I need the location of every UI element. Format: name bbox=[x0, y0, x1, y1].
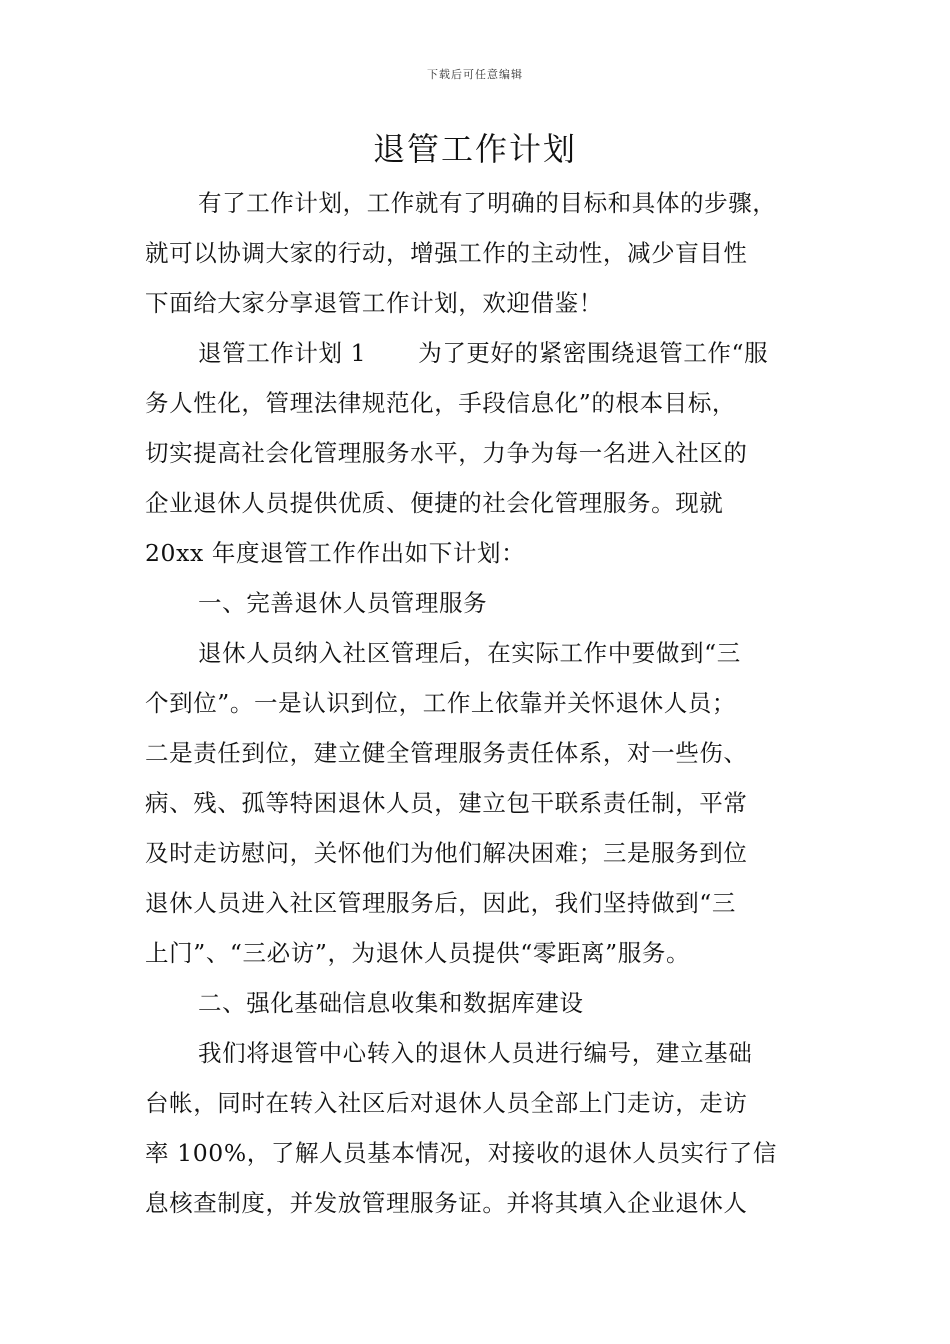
document-body bbox=[145, 178, 810, 1228]
paragraph-line: 率 100%，了解人员基本情况，对接收的退休人员实行了信 bbox=[145, 1139, 777, 1167]
paragraph-line: 及时走访慰问，关怀他们为他们解决困难；三是服务到位 bbox=[145, 839, 748, 867]
paragraph-line: 台帐，同时在转入社区后对退休人员全部上门走访，走访 bbox=[145, 1089, 748, 1117]
paragraph-line: 下面给大家分享退管工作计划，欢迎借鉴！ bbox=[145, 289, 603, 317]
paragraph-text: 为了更好的紧密围绕退管工作“服 bbox=[418, 339, 769, 367]
header-note: 下载后可任意编辑 bbox=[427, 68, 523, 81]
paragraph-line: 息核查制度，并发放管理服务证。并将其填入企业退休人 bbox=[145, 1189, 748, 1217]
section-heading: 二、强化基础信息收集和数据库建设 bbox=[198, 989, 584, 1017]
paragraph-line: 退休人员纳入社区管理后，在实际工作中要做到“三 bbox=[198, 639, 741, 667]
document-title: 退管工作计划 bbox=[372, 130, 577, 168]
paragraph-line: 切实提高社会化管理服务水平，力争为每一名进入社区的 bbox=[145, 439, 748, 467]
paragraph-line: 上门”、“三必访”，为退休人员提供“零距离”服务。 bbox=[145, 939, 691, 967]
paragraph-line: 企业退休人员提供优质、便捷的社会化管理服务。现就 bbox=[145, 489, 724, 517]
section-label: 退管工作计划 1 bbox=[198, 339, 367, 367]
paragraph-line: 20xx 年度退管工作作出如下计划： bbox=[145, 539, 526, 567]
paragraph-line: 个到位”。一是认识到位，工作上依靠并关怀退休人员； bbox=[145, 689, 737, 717]
section-heading: 一、完善退休人员管理服务 bbox=[198, 589, 488, 617]
paragraph-line: 务人性化，管理法律规范化，手段信息化”的根本目标， bbox=[145, 389, 737, 417]
paragraph-line: 病、残、孤等特困退休人员，建立包干联系责任制，平常 bbox=[145, 789, 748, 817]
paragraph-line: 二是责任到位，建立健全管理服务责任体系，对一些伤、 bbox=[145, 739, 748, 767]
paragraph-line bbox=[145, 328, 810, 378]
paragraph-line: 有了工作计划，工作就有了明确的目标和具体的步骤， bbox=[198, 189, 777, 217]
paragraph-line: 我们将退管中心转入的退休人员进行编号，建立基础 bbox=[198, 1039, 753, 1067]
paragraph-line: 退休人员进入社区管理服务后，因此，我们坚持做到“三 bbox=[145, 889, 737, 917]
paragraph-line: 就可以协调大家的行动，增强工作的主动性，减少盲目性 bbox=[145, 239, 748, 267]
